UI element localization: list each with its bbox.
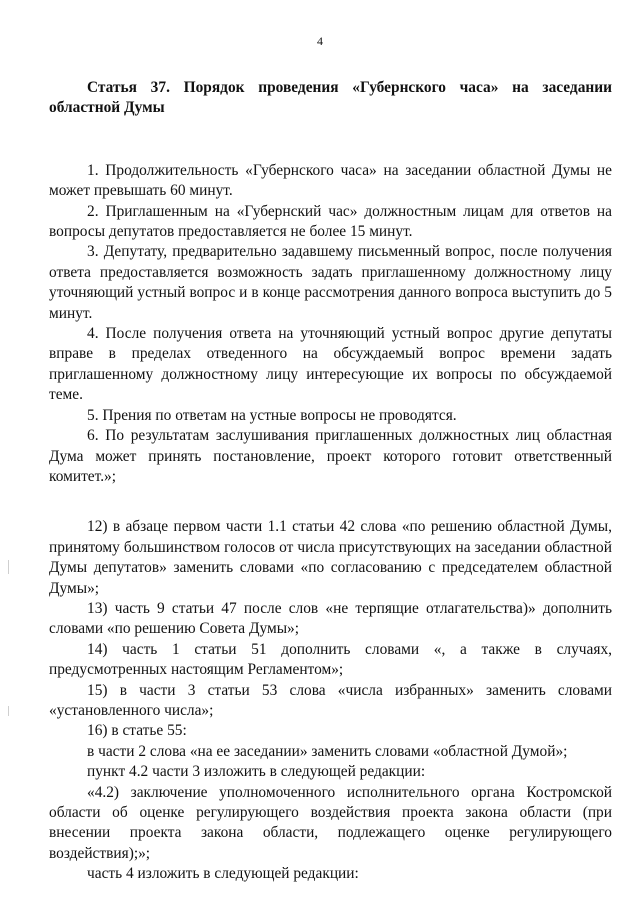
page-number: 4 — [317, 34, 323, 48]
amendment-quoted-text: «4.2) заключение уполномоченного исполнительного органа Костромской области об оценке регулирующего воздействия проекта закона области (при внесении проекта закона области, подлежащего оценке регулирующего воздействия);»; — [49, 783, 612, 862]
article-paragraph-3: 3. Депутату, предварительно задавшему письменный вопрос, после получения ответа предоставляется возможность задать приглашенному должностному лицу уточняющий устный вопрос и в конце рассмотрения данного вопроса выступить до 5 минут. — [49, 243, 612, 322]
scan-artifact-mark — [8, 560, 9, 574]
article-paragraph-4: 4. После получения ответа на уточняющий устный вопрос другие депутаты вправе в пределах отведенного на обсуждаемый вопрос времени задать приглашенному должностному лицу интересующие их вопросы по обсуждаемой теме. — [49, 325, 612, 404]
scan-artifact-mark — [8, 706, 9, 716]
amendment-item-15: 15) в части 3 статьи 53 слова «числа избранных» заменить словами «установленного числа»; — [49, 681, 612, 719]
section-spacer — [49, 487, 612, 517]
amendment-item-14: 14) часть 1 статьи 51 дополнить словами «, а также в случаях, предусмотренных настоящим Регламентом»; — [49, 640, 612, 679]
article-paragraph-2: 2. Приглашенным на «Губернский час» должностным лицам для ответов на вопросы депутатов предоставляется не более 15 минут. — [49, 202, 612, 241]
amendment-item-13: 13) часть 9 статьи 47 после слов «не терпящие отлагательства)» дополнить словами «по решению Совета Думы»; — [49, 599, 612, 638]
article-paragraph-6: 6. По результатам заслушивания приглашенных должностных лиц областная Дума может принять постановление, проект которого готовит ответственный комитет.»; — [49, 427, 612, 485]
amendment-subitem-part-2: в части 2 слова «на ее заседании» заменить словами «областной Думой»; — [87, 742, 568, 760]
amendment-subitem-part-4: часть 4 изложить в следующей редакции: — [87, 865, 359, 883]
article-paragraph-1: 1. Продолжительность «Губернского часа» на заседании областной Думы не может превышать 60 минут. — [49, 161, 612, 200]
article-title: Статья 37. Порядок проведения «Губернского часа» на заседании областной Думы — [49, 79, 612, 117]
document-body — [49, 78, 612, 885]
amendment-subitem-point-4-2: пункт 4.2 части 3 изложить в следующей редакции: — [87, 763, 426, 781]
amendment-item-12: 12) в абзаце первом части 1.1 статьи 42 слова «по решению областной Думы, принятому большинством голосов от числа присутствующих на заседании областной Думы депутатов» заменить словами «по согласованию с председателем областной Думы»; — [49, 518, 612, 597]
article-paragraph-5: 5. Прения по ответам на устные вопросы не проводятся. — [87, 406, 457, 424]
amendment-item-16: 16) в статье 55: — [87, 722, 187, 740]
